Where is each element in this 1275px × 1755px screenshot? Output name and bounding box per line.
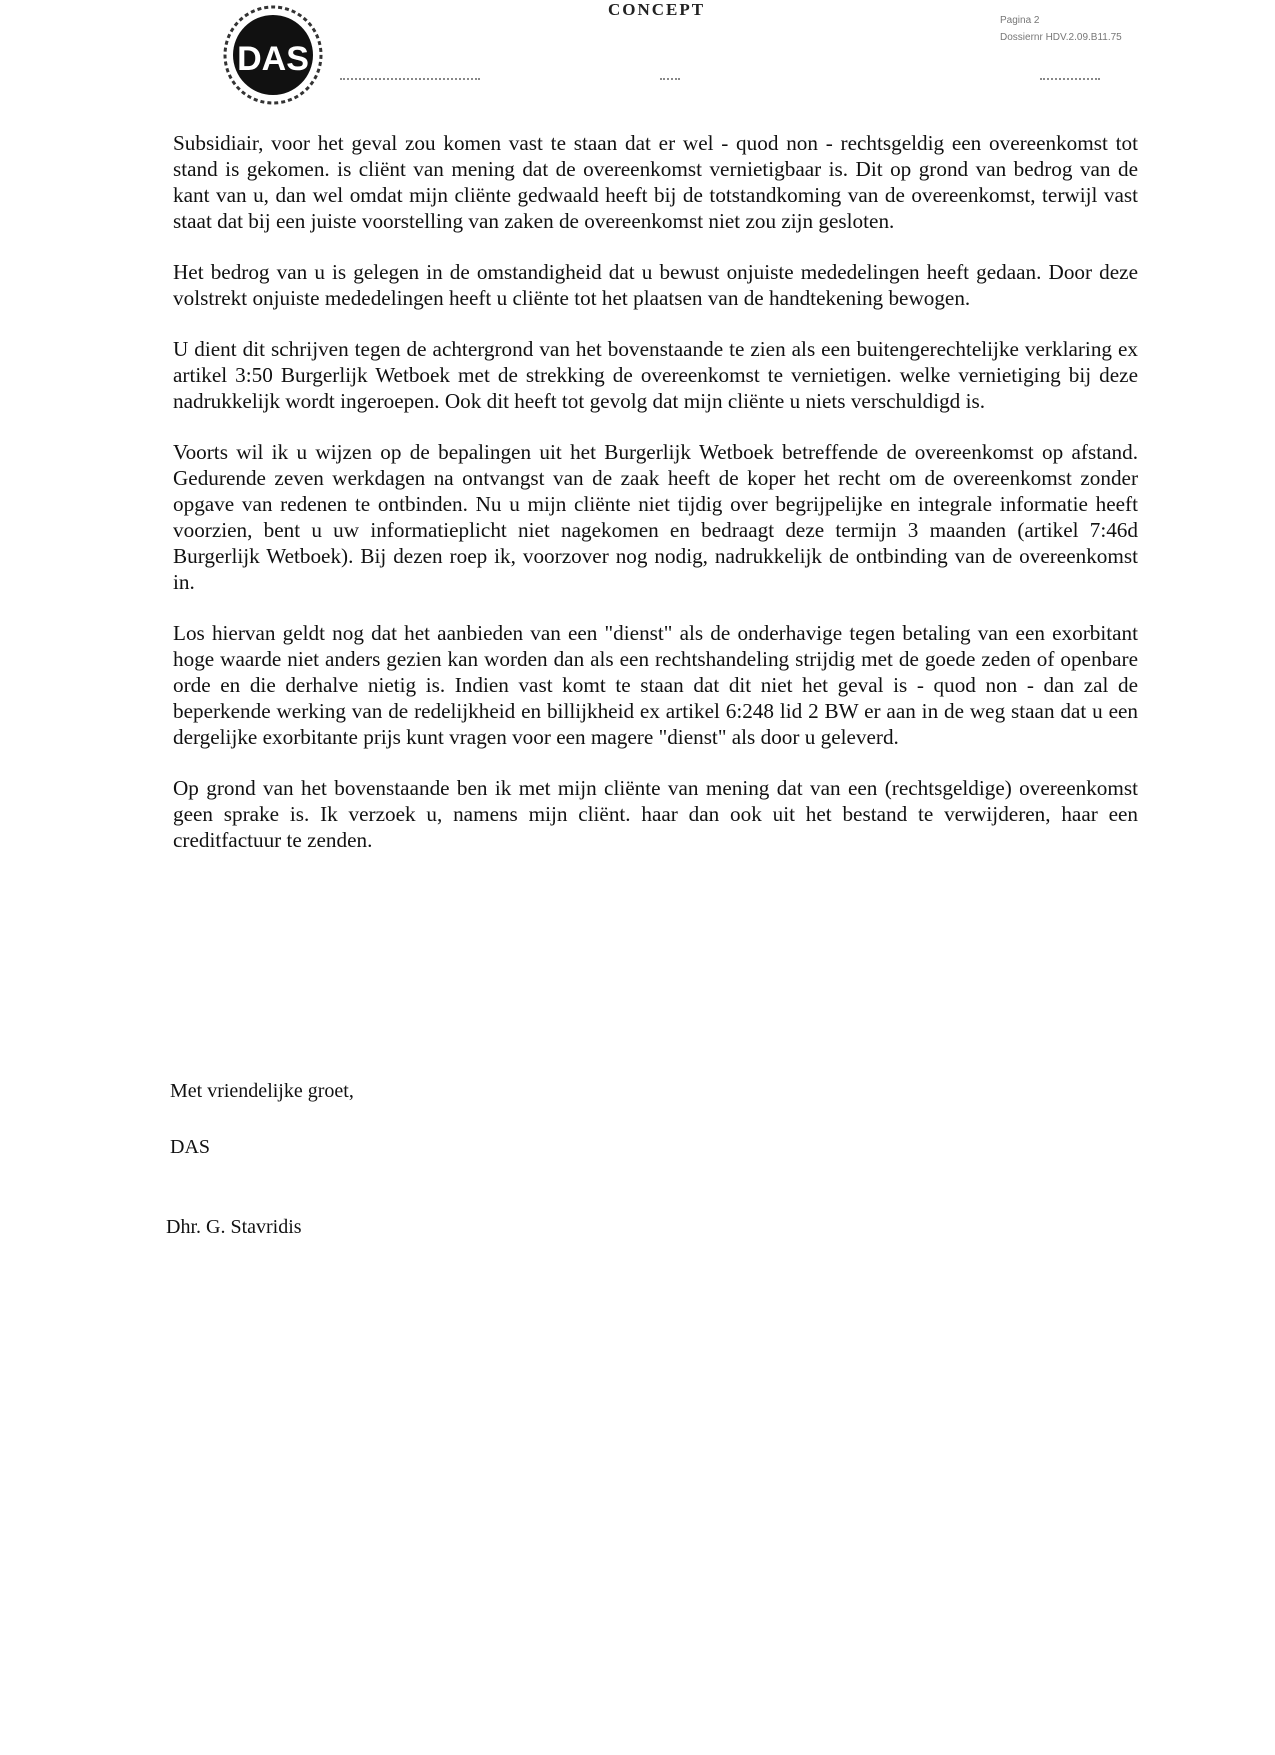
paragraph: U dient dit schrijven tegen de achtergrond van het bovenstaande te zien als een buitengerechtelijke verklaring ex artikel 3:50 Burgerlijk Wetboek met de strekking de overeenkomst te vernietigen. welke vernietiging bij deze nadrukkelijk wordt ingeroepen. Ook dit heeft tot gevolg dat mijn cliënte u niets verschuldigd is.: [173, 337, 1138, 413]
header-divider: [660, 78, 680, 82]
paragraph: Het bedrog van u is gelegen in de omstandigheid dat u bewust onjuiste mededelingen heeft gedaan. Door deze volstrekt onjuiste mededelingen heeft u cliënte tot het plaatsen van de handtekening bewogen.: [173, 260, 1138, 310]
closing-signatory: Dhr. G. Stavridis: [166, 1216, 302, 1238]
das-logo: [222, 4, 324, 106]
closing-company: DAS: [170, 1136, 211, 1158]
page-number: Pagina 2: [1000, 15, 1040, 26]
header-divider: [340, 78, 480, 82]
paragraph: Op grond van het bovenstaande ben ik met mijn cliënte van mening dat van een (rechtsgeldige) overeenkomst geen sprake is. Ik verzoek u, namens mijn cliënt. haar dan ook uit het bestand te verwijderen, haar een creditfactuur te zenden.: [173, 776, 1138, 852]
closing-greeting: Met vriendelijke groet,: [170, 1080, 354, 1102]
concept-stamp: CONCEPT: [608, 0, 706, 19]
dossier-number: Dossiernr HDV.2.09.B11.75: [1000, 32, 1122, 43]
paragraph: Subsidiair, voor het geval zou komen vast te staan dat er wel - quod non - rechtsgeldig een overeenkomst tot stand is gekomen. is cliënt van mening dat de overeenkomst vernietigbaar is. Dit op grond van bedrog van de kant van u, dan wel omdat mijn cliënte gedwaald heeft bij de totstandkoming van de overeenkomst, terwijl vast staat dat bij een juiste voorstelling van zaken de overeenkomst niet zou zijn gesloten.: [173, 131, 1138, 233]
paragraph: Voorts wil ik u wijzen op de bepalingen uit het Burgerlijk Wetboek betreffende de overeenkomst op afstand. Gedurende zeven werkdagen na ontvangst van de zaak heeft de koper het recht om de overeenkomst zonder opgave van redenen te ontbinden. Nu u mijn cliënte niet tijdig over begrijpelijke en integrale informatie heeft voorzien, bent u uw informatieplicht niet nagekomen en bedraagt deze termijn 3 maanden (artikel 7:46d Burgerlijk Wetboek). Bij dezen roep ik, voorzover nog nodig, nadrukkelijk de ontbinding van de overeenkomst in.: [173, 440, 1138, 594]
page-meta: [1000, 12, 1122, 46]
logo-text: DAS: [237, 40, 309, 78]
letter-body: [173, 130, 1138, 878]
header-divider: [1040, 78, 1100, 82]
paragraph: Los hiervan geldt nog dat het aanbieden van een "dienst" als de onderhavige tegen betaling van een exorbitant hoge waarde niet anders gezien kan worden dan als een rechtshandeling strijdig met de goede zeden of openbare orde en die derhalve nietig is. Indien vast komt te staan dat dit niet het geval is - quod non - dan zal de beperkende werking van de redelijkheid en billijkheid ex artikel 6:248 lid 2 BW er aan in de weg staan dat u een dergelijke exorbitante prijs kunt vragen voor een magere "dienst" als door u geleverd.: [173, 621, 1138, 749]
